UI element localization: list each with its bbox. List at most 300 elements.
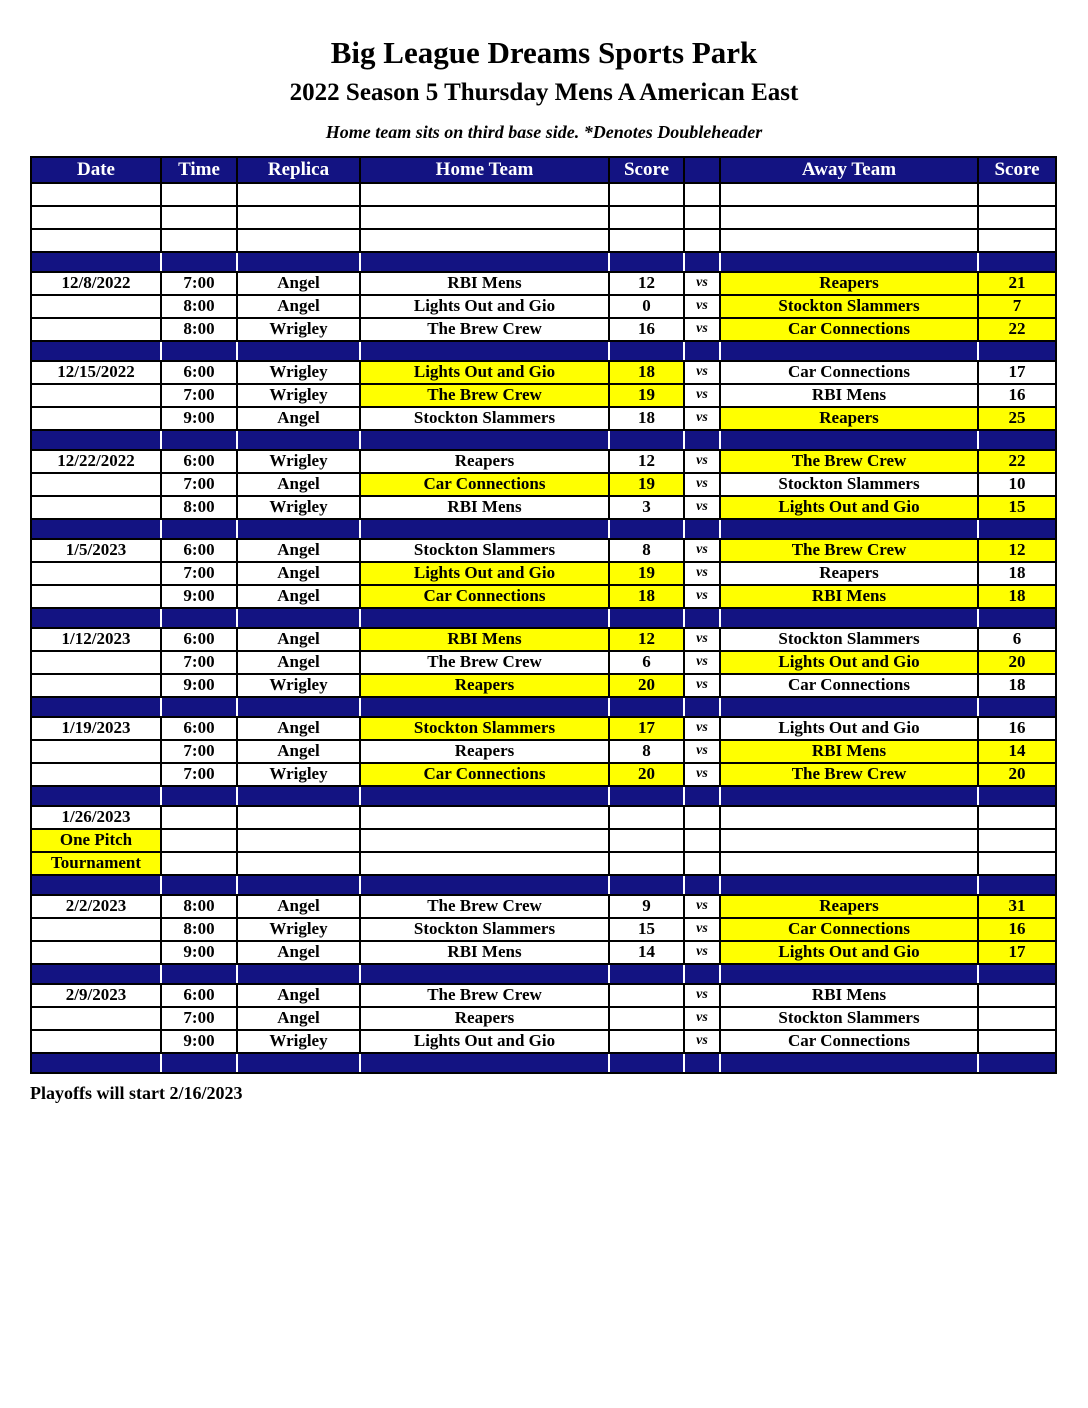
home-score-cell: 3 (609, 496, 684, 519)
spacer-cell (720, 519, 978, 539)
replica-cell (237, 852, 360, 875)
spacer-cell (684, 430, 720, 450)
spacer-cell (161, 519, 237, 539)
away-team-cell: Car Connections (720, 918, 978, 941)
spacer-cell (161, 1053, 237, 1073)
away-score-cell: 14 (978, 740, 1056, 763)
home-score-cell: 17 (609, 717, 684, 740)
away-team-cell: Stockton Slammers (720, 473, 978, 496)
away-score-cell: 25 (978, 407, 1056, 430)
spacer-cell (609, 786, 684, 806)
spacer-cell (360, 697, 609, 717)
home-team-cell (360, 852, 609, 875)
spacer-cell (31, 786, 161, 806)
home-score-cell: 15 (609, 918, 684, 941)
game-row (31, 763, 1056, 786)
home-score-cell (609, 1030, 684, 1053)
spacer-cell (237, 341, 360, 361)
away-team-cell: Lights Out and Gio (720, 941, 978, 964)
replica-cell: Wrigley (237, 318, 360, 341)
vs-cell (684, 806, 720, 829)
spacer-cell (684, 1053, 720, 1073)
spacer-cell (360, 252, 609, 272)
date-cell (31, 740, 161, 763)
spacer-cell (31, 341, 161, 361)
home-team-cell: The Brew Crew (360, 318, 609, 341)
home-score-cell: 18 (609, 361, 684, 384)
home-score-cell: 18 (609, 407, 684, 430)
away-team-cell: Car Connections (720, 318, 978, 341)
spacer-cell (237, 519, 360, 539)
home-score-cell: 12 (609, 450, 684, 473)
spacer-cell (609, 183, 684, 206)
spacer-cell (31, 430, 161, 450)
date-cell (31, 318, 161, 341)
date-cell (31, 651, 161, 674)
time-cell: 9:00 (161, 1030, 237, 1053)
col-header-away-team-2: Away Team (720, 157, 978, 183)
spacer-cell (161, 964, 237, 984)
spacer-cell (978, 964, 1056, 984)
date-cell (31, 1007, 161, 1030)
away-team-cell: Stockton Slammers (720, 628, 978, 651)
game-row (31, 852, 1056, 875)
divider-row (31, 786, 1056, 806)
time-cell: 9:00 (161, 941, 237, 964)
home-team-cell: Car Connections (360, 763, 609, 786)
spacer-cell (720, 341, 978, 361)
spacer-cell (31, 183, 161, 206)
away-team-cell: Car Connections (720, 674, 978, 697)
away-team-cell: Lights Out and Gio (720, 496, 978, 519)
spacer-cell (237, 206, 360, 229)
time-cell: 7:00 (161, 651, 237, 674)
date-cell (31, 407, 161, 430)
col-header-time: Time (161, 157, 237, 183)
time-cell: 8:00 (161, 295, 237, 318)
away-score-cell: 31 (978, 895, 1056, 918)
game-row (31, 318, 1056, 341)
home-score-cell: 8 (609, 740, 684, 763)
home-score-cell: 19 (609, 562, 684, 585)
game-row (31, 941, 1056, 964)
game-row (31, 1030, 1056, 1053)
spacer-cell (609, 608, 684, 628)
away-team-cell: RBI Mens (720, 740, 978, 763)
col-header-home-team: Home Team (360, 157, 609, 183)
time-cell: 7:00 (161, 763, 237, 786)
game-row (31, 272, 1056, 295)
spacer-cell (609, 875, 684, 895)
empty-row (31, 229, 1056, 252)
game-row (31, 585, 1056, 608)
spacer-cell (684, 229, 720, 252)
spacer-cell (720, 252, 978, 272)
game-row (31, 717, 1056, 740)
footer-note: Playoffs will start 2/16/2023 (30, 1082, 243, 1103)
home-team-cell: The Brew Crew (360, 984, 609, 1007)
away-score-cell (978, 1007, 1056, 1030)
away-score-cell: 15 (978, 496, 1056, 519)
home-score-cell: 19 (609, 473, 684, 496)
away-score-cell: 18 (978, 585, 1056, 608)
spacer-cell (609, 206, 684, 229)
spacer-cell (978, 430, 1056, 450)
vs-cell: vs (684, 895, 720, 918)
away-team-cell (720, 829, 978, 852)
col-header-date: Date (31, 157, 161, 183)
home-score-cell: 19 (609, 384, 684, 407)
spacer-cell (684, 519, 720, 539)
date-cell (31, 763, 161, 786)
replica-cell: Wrigley (237, 384, 360, 407)
time-cell: 8:00 (161, 895, 237, 918)
game-row (31, 361, 1056, 384)
spacer-cell (684, 252, 720, 272)
game-row (31, 740, 1056, 763)
home-score-cell: 0 (609, 295, 684, 318)
replica-cell: Wrigley (237, 361, 360, 384)
spacer-cell (237, 430, 360, 450)
date-cell (31, 384, 161, 407)
home-team-cell (360, 806, 609, 829)
date-cell: 1/12/2023 (31, 628, 161, 651)
divider-row (31, 519, 1056, 539)
home-team-cell: Lights Out and Gio (360, 562, 609, 585)
away-score-cell: 21 (978, 272, 1056, 295)
away-team-cell: Stockton Slammers (720, 1007, 978, 1030)
table-header-row (31, 157, 1056, 183)
spacer-cell (609, 964, 684, 984)
away-team-cell (720, 806, 978, 829)
spacer-cell (31, 229, 161, 252)
spacer-cell (609, 697, 684, 717)
game-row (31, 295, 1056, 318)
away-team-cell: Reapers (720, 407, 978, 430)
spacer-cell (237, 608, 360, 628)
replica-cell: Wrigley (237, 496, 360, 519)
replica-cell: Wrigley (237, 450, 360, 473)
spacer-cell (31, 875, 161, 895)
home-team-cell: Reapers (360, 450, 609, 473)
vs-cell: vs (684, 918, 720, 941)
away-score-cell: 6 (978, 628, 1056, 651)
away-score-cell: 16 (978, 717, 1056, 740)
spacer-cell (609, 430, 684, 450)
time-cell: 8:00 (161, 318, 237, 341)
away-score-cell (978, 1030, 1056, 1053)
spacer-cell (684, 341, 720, 361)
schedule-table (30, 156, 1057, 1074)
away-score-cell (978, 829, 1056, 852)
spacer-cell (31, 964, 161, 984)
date-cell (31, 1030, 161, 1053)
spacer-cell (237, 252, 360, 272)
time-cell (161, 852, 237, 875)
spacer-cell (360, 206, 609, 229)
page-note: Home team sits on third base side. *Denotes Doubleheader (325, 121, 763, 142)
time-cell: 7:00 (161, 740, 237, 763)
date-cell (31, 496, 161, 519)
game-row (31, 651, 1056, 674)
vs-cell: vs (684, 717, 720, 740)
spacer-cell (237, 183, 360, 206)
home-score-cell: 6 (609, 651, 684, 674)
spacer-cell (978, 786, 1056, 806)
replica-cell: Angel (237, 1007, 360, 1030)
time-cell: 8:00 (161, 918, 237, 941)
vs-cell: vs (684, 450, 720, 473)
away-team-cell: Lights Out and Gio (720, 651, 978, 674)
home-team-cell: Car Connections (360, 585, 609, 608)
date-cell (31, 295, 161, 318)
spacer-cell (237, 875, 360, 895)
spacer-cell (237, 697, 360, 717)
spacer-cell (237, 786, 360, 806)
spacer-cell (720, 229, 978, 252)
spacer-cell (978, 875, 1056, 895)
spacer-cell (609, 1053, 684, 1073)
spacer-cell (161, 341, 237, 361)
date-cell: 12/15/2022 (31, 361, 161, 384)
home-team-cell: Reapers (360, 1007, 609, 1030)
home-team-cell: Reapers (360, 674, 609, 697)
away-score-cell: 18 (978, 674, 1056, 697)
spacer-cell (609, 519, 684, 539)
home-team-cell: Lights Out and Gio (360, 1030, 609, 1053)
spacer-cell (978, 229, 1056, 252)
time-cell: 9:00 (161, 407, 237, 430)
away-score-cell (978, 852, 1056, 875)
time-cell: 6:00 (161, 539, 237, 562)
spacer-cell (978, 519, 1056, 539)
time-cell (161, 829, 237, 852)
spacer-cell (360, 608, 609, 628)
divider-row (31, 430, 1056, 450)
time-cell: 9:00 (161, 674, 237, 697)
date-cell: 1/26/2023 (31, 806, 161, 829)
home-score-cell (609, 852, 684, 875)
vs-cell: vs (684, 272, 720, 295)
home-team-cell: Car Connections (360, 473, 609, 496)
spacer-cell (360, 875, 609, 895)
home-team-cell: Lights Out and Gio (360, 361, 609, 384)
away-score-cell: 18 (978, 562, 1056, 585)
spacer-cell (978, 608, 1056, 628)
replica-cell: Wrigley (237, 763, 360, 786)
home-team-cell: The Brew Crew (360, 651, 609, 674)
home-team-cell: Stockton Slammers (360, 407, 609, 430)
time-cell: 6:00 (161, 984, 237, 1007)
away-score-cell: 16 (978, 918, 1056, 941)
time-cell: 7:00 (161, 1007, 237, 1030)
home-team-cell: Stockton Slammers (360, 918, 609, 941)
date-cell: 1/5/2023 (31, 539, 161, 562)
vs-cell: vs (684, 407, 720, 430)
away-score-cell: 17 (978, 941, 1056, 964)
game-row (31, 674, 1056, 697)
date-cell (31, 585, 161, 608)
away-score-cell: 22 (978, 450, 1056, 473)
vs-cell: vs (684, 740, 720, 763)
date-cell: 12/8/2022 (31, 272, 161, 295)
away-score-cell: 7 (978, 295, 1056, 318)
date-cell: 2/9/2023 (31, 984, 161, 1007)
away-team-cell: Lights Out and Gio (720, 717, 978, 740)
spacer-cell (31, 608, 161, 628)
away-team-cell: Car Connections (720, 361, 978, 384)
spacer-cell (978, 252, 1056, 272)
home-team-cell (360, 829, 609, 852)
spacer-cell (978, 697, 1056, 717)
spacer-cell (684, 964, 720, 984)
col-header-score-2: Score (978, 157, 1056, 183)
empty-row (31, 206, 1056, 229)
spacer-cell (161, 206, 237, 229)
spacer-cell (237, 1053, 360, 1073)
replica-cell: Angel (237, 717, 360, 740)
replica-cell: Angel (237, 984, 360, 1007)
spacer-cell (978, 183, 1056, 206)
home-score-cell: 9 (609, 895, 684, 918)
spacer-cell (978, 206, 1056, 229)
away-team-cell: Reapers (720, 562, 978, 585)
replica-cell: Wrigley (237, 1030, 360, 1053)
col-header-replica: Replica (237, 157, 360, 183)
replica-cell: Angel (237, 651, 360, 674)
spacer-cell (609, 341, 684, 361)
vs-cell (684, 829, 720, 852)
vs-cell: vs (684, 585, 720, 608)
date-cell (31, 674, 161, 697)
away-score-cell (978, 984, 1056, 1007)
vs-cell: vs (684, 984, 720, 1007)
replica-cell: Angel (237, 740, 360, 763)
date-cell (31, 473, 161, 496)
vs-cell (684, 852, 720, 875)
game-row (31, 496, 1056, 519)
time-cell: 6:00 (161, 628, 237, 651)
away-team-cell: The Brew Crew (720, 450, 978, 473)
vs-cell: vs (684, 941, 720, 964)
spacer-cell (237, 964, 360, 984)
away-score-cell: 16 (978, 384, 1056, 407)
home-score-cell: 16 (609, 318, 684, 341)
vs-cell: vs (684, 1030, 720, 1053)
away-team-cell: RBI Mens (720, 984, 978, 1007)
replica-cell: Angel (237, 539, 360, 562)
spacer-cell (978, 341, 1056, 361)
date-cell: One Pitch (31, 829, 161, 852)
spacer-cell (609, 229, 684, 252)
away-team-cell: Reapers (720, 895, 978, 918)
away-team-cell: The Brew Crew (720, 539, 978, 562)
date-cell (31, 941, 161, 964)
replica-cell: Angel (237, 272, 360, 295)
date-cell (31, 918, 161, 941)
home-score-cell (609, 1007, 684, 1030)
spacer-cell (720, 1053, 978, 1073)
home-score-cell: 20 (609, 674, 684, 697)
vs-cell: vs (684, 628, 720, 651)
date-cell: 1/19/2023 (31, 717, 161, 740)
replica-cell: Angel (237, 562, 360, 585)
spacer-cell (720, 875, 978, 895)
time-cell: 7:00 (161, 272, 237, 295)
away-score-cell: 17 (978, 361, 1056, 384)
spacer-cell (978, 1053, 1056, 1073)
replica-cell: Angel (237, 895, 360, 918)
away-team-cell (720, 852, 978, 875)
spacer-cell (720, 786, 978, 806)
spacer-cell (161, 183, 237, 206)
replica-cell: Wrigley (237, 674, 360, 697)
home-team-cell: Stockton Slammers (360, 717, 609, 740)
time-cell: 6:00 (161, 361, 237, 384)
game-row (31, 539, 1056, 562)
date-cell: 2/2/2023 (31, 895, 161, 918)
spacer-cell (161, 786, 237, 806)
away-team-cell: Stockton Slammers (720, 295, 978, 318)
spacer-cell (684, 183, 720, 206)
spacer-cell (237, 229, 360, 252)
date-cell: 12/22/2022 (31, 450, 161, 473)
away-score-cell: 12 (978, 539, 1056, 562)
col-header-score: Score (609, 157, 684, 183)
replica-cell: Angel (237, 941, 360, 964)
vs-cell: vs (684, 318, 720, 341)
spacer-cell (360, 341, 609, 361)
spacer-cell (161, 608, 237, 628)
replica-cell (237, 829, 360, 852)
vs-cell: vs (684, 562, 720, 585)
home-team-cell: RBI Mens (360, 941, 609, 964)
spacer-cell (720, 206, 978, 229)
game-row (31, 473, 1056, 496)
away-team-cell: Reapers (720, 272, 978, 295)
replica-cell: Angel (237, 295, 360, 318)
spacer-cell (31, 206, 161, 229)
away-score-cell (978, 806, 1056, 829)
home-team-cell: Lights Out and Gio (360, 295, 609, 318)
away-team-cell: Car Connections (720, 1030, 978, 1053)
vs-cell: vs (684, 361, 720, 384)
vs-cell: vs (684, 496, 720, 519)
away-score-cell: 20 (978, 651, 1056, 674)
spacer-cell (161, 875, 237, 895)
time-cell: 8:00 (161, 496, 237, 519)
spacer-cell (360, 430, 609, 450)
spacer-cell (684, 206, 720, 229)
divider-row (31, 252, 1056, 272)
home-team-cell: RBI Mens (360, 496, 609, 519)
spacer-cell (31, 519, 161, 539)
replica-cell: Angel (237, 473, 360, 496)
home-team-cell: The Brew Crew (360, 384, 609, 407)
spacer-cell (360, 1053, 609, 1073)
home-team-cell: RBI Mens (360, 272, 609, 295)
divider-row (31, 341, 1056, 361)
spacer-cell (360, 786, 609, 806)
game-row (31, 984, 1056, 1007)
replica-cell: Wrigley (237, 918, 360, 941)
game-row (31, 1007, 1056, 1030)
time-cell: 6:00 (161, 717, 237, 740)
replica-cell: Angel (237, 585, 360, 608)
away-score-cell: 20 (978, 763, 1056, 786)
vs-cell: vs (684, 539, 720, 562)
game-row (31, 450, 1056, 473)
